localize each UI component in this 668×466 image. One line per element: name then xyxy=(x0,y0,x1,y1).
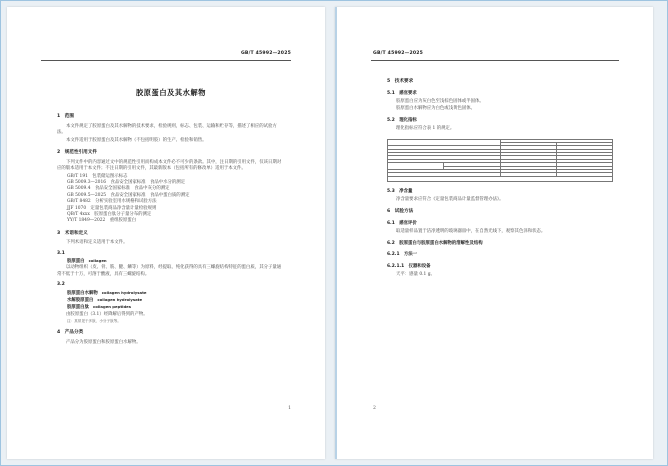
subsubsection-heading: 6.2.1.1 仪器和设备 xyxy=(387,263,431,269)
table-cell xyxy=(556,173,612,176)
table-cell xyxy=(388,173,501,176)
term-definition: 由胶原蛋白（3.1）经降解后得到的产物。 xyxy=(66,311,148,317)
equipment-line: 天平：感量 0.1 g。 xyxy=(396,271,435,277)
reference-item: QB/T 4xxx 胶原蛋白肽分子量分布的测定 xyxy=(67,211,152,217)
page-number: 2 xyxy=(373,406,376,412)
section-heading-references: 2 规范性引用文件 xyxy=(57,150,97,156)
reference-item: GB/T 191 包装储运图示标志 xyxy=(67,173,128,179)
subsection-number: 5.2 xyxy=(387,117,395,123)
net-content-line: 净含量要求应符合《定量包装商品计量监督管理办法》。 xyxy=(396,197,504,203)
page-left-content xyxy=(57,71,285,347)
term-en: collagen peptides xyxy=(92,304,131,310)
subsection-number: 6.1 xyxy=(387,221,395,227)
term-alternate xyxy=(67,304,285,311)
reference-item: YY/T 1849—2022 重组胶原蛋白 xyxy=(67,218,137,224)
section-heading-tech: 5 技术要求 xyxy=(387,79,414,84)
header-rule xyxy=(41,60,291,61)
subsection-heading-physchem xyxy=(387,118,613,124)
term-number: 3.1 xyxy=(57,250,65,256)
term-definition: 以动物组织（皮、骨、筋、腱、鳞等）为原料，经提取、纯化获得的具有三螺旋结构特征的蛋白质，其分子量通常不低于十万，可溶于酸液，具有三螺旋结构。 xyxy=(57,265,282,277)
table-row xyxy=(388,173,613,176)
table-cell xyxy=(388,163,444,170)
subsection-heading-net-content xyxy=(387,189,613,195)
reference-item: GB/T 8482 分析实验室用水规格和试验方法 xyxy=(67,199,157,205)
physchem-line: 理化指标应符合表 1 的规定。 xyxy=(396,126,455,132)
references-intro: 下列文件中的内容通过文中的规范性引用而构成本文件必不可少的条款。其中，注日期的引用文件，仅该日期对应的版本适用于本文件；不注日期的引用文件，其最新版本（包括所有的修改单）适用于本文件。 xyxy=(57,159,282,172)
term-collagen-hydrolysate xyxy=(67,290,285,297)
document-title: 胶原蛋白及其水解物 xyxy=(135,88,207,97)
subsection-title: 理化指标 xyxy=(399,117,417,123)
terms-intro: 下列术语和定义适用于本文件。 xyxy=(66,240,128,246)
section-heading-scope: 1 范围 xyxy=(57,114,74,120)
term-zh: 胶原蛋白肽 xyxy=(67,305,89,311)
term-en: collagen hydrolysate xyxy=(97,296,143,302)
term-note: 注：其常见于多肽、小分子肽等。 xyxy=(67,319,121,324)
subsection-title: 净含量 xyxy=(399,188,413,194)
scope-paragraph: 本文件适用于胶原蛋白及其水解物（不包括明胶）的生产、检验和销售。 xyxy=(66,137,207,143)
reference-item: GB 5009.4 食品安全国家标准 食品中灰分的测定 xyxy=(67,186,170,192)
table-note xyxy=(387,177,613,182)
subsection-title: 胶原蛋白与胶原蛋白水解物的溶解性及结构 xyxy=(399,240,483,246)
sensory-line: 胶原蛋白应为灰白色至浅棕色固体或半固体。 xyxy=(396,99,484,105)
reference-item: GB 5009.3—2016 食品安全国家标准 食品中水分的测定 xyxy=(67,180,186,185)
term-number: 3.2 xyxy=(57,282,65,288)
standard-code-header: GB/T 45992—2025 xyxy=(373,51,424,56)
subsection-heading-sensory xyxy=(387,91,613,97)
table-header-cell xyxy=(388,139,501,146)
reference-item: GB 5009.5—2025 食品安全国家标准 食品中蛋白质的测定 xyxy=(67,192,190,198)
subsection-title: 感官要求 xyxy=(399,90,417,96)
subsection-number: 5.3 xyxy=(387,188,395,194)
term-en: collagen xyxy=(88,258,107,264)
subsection-number: 5.1 xyxy=(387,90,395,96)
subsection-heading-sensory-eval xyxy=(387,221,613,227)
subsection-title: 感官评价 xyxy=(399,221,417,227)
subsection-heading-identification xyxy=(387,241,613,247)
term-zh: 胶原蛋白水解物 xyxy=(67,290,98,296)
section-heading-classification: 4 产品分类 xyxy=(57,330,84,336)
sensory-line: 胶原蛋白水解物应为白色或浅黄色固体。 xyxy=(396,106,476,112)
subsubsection-heading: 6.2.1 方法一 xyxy=(387,252,418,258)
sensory-eval-text: 取适量样品置于洁净透明的玻璃器皿中，在自然光线下，观察其色泽和状态。 xyxy=(396,229,546,235)
term-en: collagen hydrolysate xyxy=(101,289,147,295)
term-zh: 胶原蛋白 xyxy=(67,259,85,265)
term-zh: 水解胶原蛋白 xyxy=(67,297,94,303)
page-number: 1 xyxy=(288,406,291,412)
subsection-number: 6.2 xyxy=(387,240,395,246)
scope-paragraph: 本文件规定了胶原蛋白及其水解物的技术要求，检验规则，标志、包装、运输和贮存等，描述了相应的试验方法。 xyxy=(57,124,277,136)
table-cell xyxy=(500,173,556,176)
standard-code-header: GB/T 45992—2025 xyxy=(240,51,291,56)
page-left xyxy=(7,7,325,459)
page-right xyxy=(335,7,653,459)
classification-paragraph: 产品分为胶原蛋白和胶原蛋白水解物。 xyxy=(66,339,141,345)
reference-item: JJF 1070 定量包装商品净含量计量检验规则 xyxy=(67,205,157,211)
requirements-table xyxy=(387,139,613,177)
section-heading-methods: 6 试验方法 xyxy=(387,209,414,215)
section-heading-terms: 3 术语和定义 xyxy=(57,230,88,236)
page-right-content xyxy=(387,73,613,279)
header-rule xyxy=(371,60,619,61)
